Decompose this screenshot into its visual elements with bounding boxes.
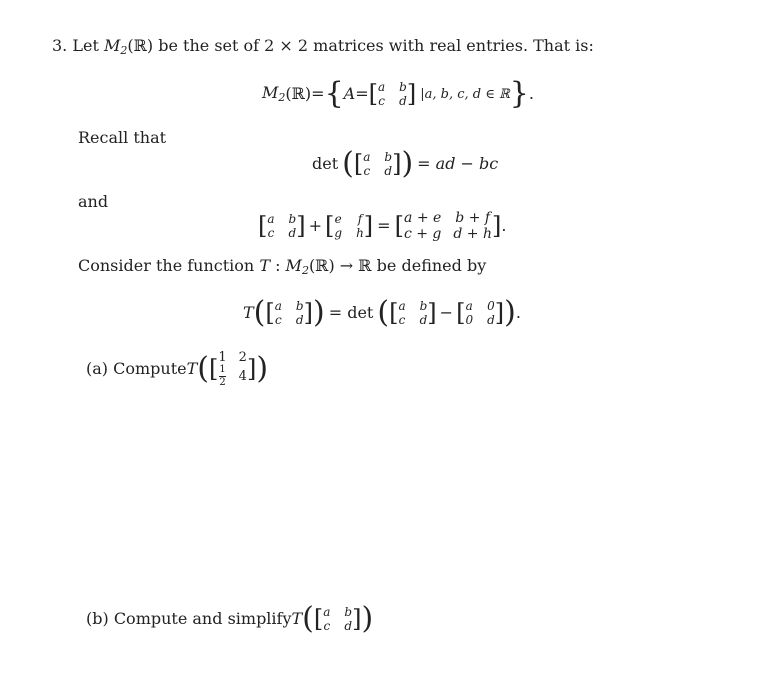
matrix-efgh: e f g h: [334, 212, 364, 240]
part-a: (a) Compute T ( [ 1 2 $\frac{1}{2}$ 4 ] ): [86, 349, 269, 388]
and-label: and: [78, 192, 109, 211]
det-formula: det ( [ a b c d ] ) = ad − bc: [312, 146, 499, 181]
det-result: = ad − bc: [417, 154, 499, 173]
t-definition: T ( [ a b c d ] ) = det ( [ a b c d ] − [ a 0 0 d ] ) .: [243, 295, 521, 330]
intro-text-post: be the set of 2 × 2 matrices with real entries. That is:: [153, 36, 594, 55]
recall-label: Recall that: [78, 128, 167, 147]
m2r-symbol: $M_2$: [103, 36, 128, 57]
set-condition: |a, b, c, d ∈ ℝ: [420, 86, 510, 102]
matrix-abcd: a b c d: [378, 80, 407, 108]
matrix-sum-equation: [ a b c d ] + [ e f g h ] = [ a + e b + f c + g d + h ] .: [258, 210, 507, 242]
matrix-diag: a 0 0 d: [465, 299, 495, 327]
det-function: det: [312, 154, 339, 173]
problem-statement: [52, 38, 594, 56]
part-a-label: (a) Compute: [86, 359, 187, 378]
consider-text: Consider the function T : $M_2(ℝ)$ → ℝ be defined by: [78, 256, 487, 277]
right-brace: }: [509, 76, 529, 111]
intro-text-pre: Let: [72, 36, 104, 55]
left-brace: {: [324, 76, 344, 111]
problem-number: 3.: [52, 36, 68, 55]
part-b-label: (b) Compute and simplify: [86, 609, 292, 628]
part-b: (b) Compute and simplify T ( [ a b c d ] ): [86, 601, 374, 636]
m2r-paren: (ℝ): [127, 36, 154, 55]
part-a-matrix: 1 2 $\frac{1}{2}$ 4: [218, 349, 247, 388]
set-definition: $M_2$ (ℝ) = { A = [ a b c d ] |a, b, c, d ∈ ℝ } .: [262, 76, 534, 111]
matrix-sum: a + e b + f c + g d + h: [403, 210, 492, 242]
